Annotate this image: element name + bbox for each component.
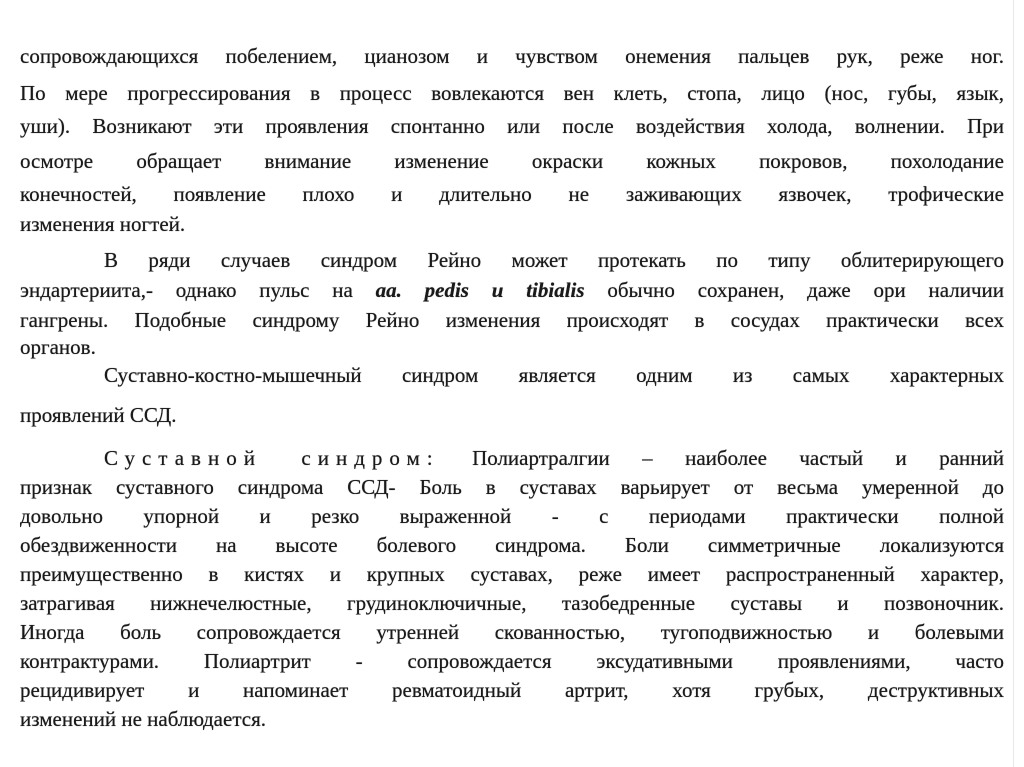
text-line-1: сопровождающихся побелением, цианозом и чувством онемения пальцев рук, реже ног.: [20, 44, 1004, 68]
text-line-15: довольно упорной и резко выраженной - с периодами практически полной: [20, 504, 1004, 528]
text-line-5: конечностей, появление плохо и длительно не заживающих язвочек, трофические: [20, 182, 1004, 206]
emphasis-anatomy-term: aa. pedis и tibialis: [375, 278, 585, 302]
text-line-9: гангрены. Подобные синдрому Рейно изменения происходят в сосудах практически всех: [20, 308, 1004, 332]
section-heading-spaced: Суставной синдром:: [104, 446, 440, 470]
text-line-13: [104, 445, 1004, 471]
text-line-17: преимущественно в кистях и крупных суставах, реже имеет распространенный характер,: [20, 562, 1004, 586]
text-line-10: органов.: [20, 335, 96, 359]
text-line-3: уши). Возникают эти проявления спонтанно или после воздействия холода, волнении. При: [20, 114, 1004, 138]
text-line-16: обездвиженности на высоте болевого синдрома. Боли симметричные локализуются: [20, 533, 1004, 557]
text-line-20: контрактурами. Полиартрит - сопровождается эксудативными проявлениями, часто: [20, 649, 1004, 673]
text-line-22: изменений не наблюдается.: [20, 707, 266, 731]
text-line-8: [20, 277, 1004, 303]
text-line-13-rest: Полиартралгии – наиболее частый и ранний: [472, 446, 1004, 470]
text-line-8-prefix: эндартериита,- однако пульс на: [20, 278, 353, 302]
text-line-4: осмотре обращает внимание изменение окраски кожных покровов, похолодание: [20, 149, 1004, 173]
text-line-18: затрагивая нижнечелюстные, грудиноключичные, тазобедренные суставы и позвоночник.: [20, 591, 1004, 615]
text-line-12: проявлений ССД.: [20, 403, 177, 427]
text-line-2: По мере прогрессирования в процесс вовлекаются вен клеть, стопа, лицо (нос, губы, язык,: [20, 81, 1004, 105]
page-edge-divider: [1013, 0, 1014, 767]
text-line-7: В ряди случаев синдром Рейно может протекать по типу облитерирующего: [104, 248, 1004, 272]
text-line-6: изменения ногтей.: [20, 212, 186, 236]
text-line-11: Суставно-костно-мышечный синдром является одним из самых характерных: [104, 363, 1004, 387]
text-line-14: признак суставного синдрома ССД- Боль в суставах варьирует от весьма умеренной до: [20, 475, 1004, 499]
text-line-21: рецидивирует и напоминает ревматоидный артрит, хотя грубых, деструктивных: [20, 678, 1004, 702]
text-line-19: Иногда боль сопровождается утренней скованностью, тугоподвижностью и болевыми: [20, 620, 1004, 644]
text-line-8-suffix: обычно сохранен, даже ори наличии: [607, 278, 1004, 302]
